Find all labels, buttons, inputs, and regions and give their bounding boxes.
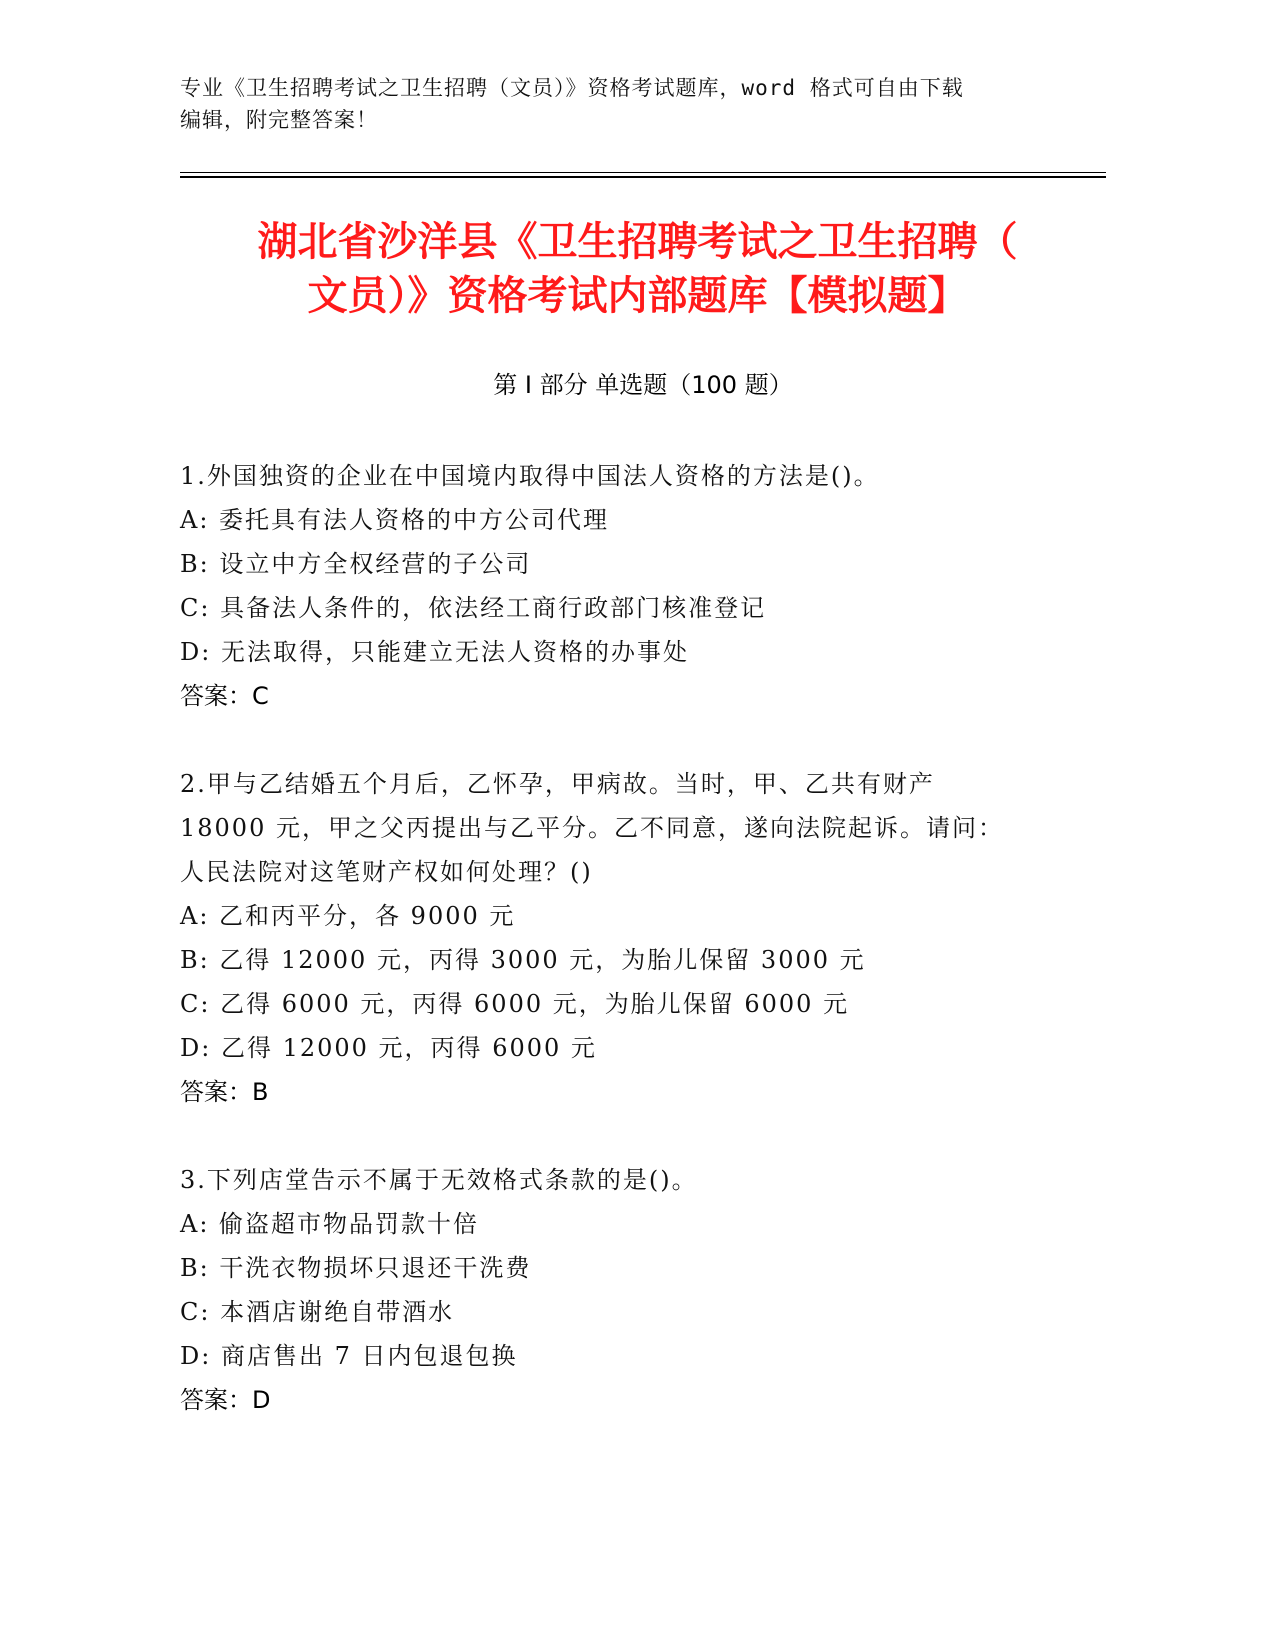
question-stem: 3.下列店堂告示不属于无效格式条款的是()。 xyxy=(180,1166,698,1194)
header-divider-thick xyxy=(180,176,1106,178)
header-note-line-2: 编辑，附完整答案！ xyxy=(180,108,378,132)
header-divider-thin xyxy=(180,172,1106,173)
question-stem: 2.甲与乙结婚五个月后，乙怀孕，甲病故。当时，甲、乙共有财产 xyxy=(180,770,935,798)
document-title-line-1: 湖北省沙洋县《卫生招聘考试之卫生招聘（ xyxy=(257,219,1018,265)
option-a: A: 偷盗超市物品罚款十倍 xyxy=(180,1210,480,1238)
document-title xyxy=(150,215,1125,323)
question-stem: 18000 元，甲之父丙提出与乙平分。乙不同意，遂向法院起诉。请问： xyxy=(180,814,1004,842)
question-stem: 人民法院对这笔财产权如何处理？() xyxy=(180,858,593,886)
question-stem: 1.外国独资的企业在中国境内取得中国法人资格的方法是()。 xyxy=(180,462,880,490)
question-3 xyxy=(180,1158,1060,1422)
question-list xyxy=(180,454,1060,1466)
question-2 xyxy=(180,762,1060,1114)
answer-label: 答案：D xyxy=(180,1386,271,1414)
option-c: C: 本酒店谢绝自带酒水 xyxy=(180,1298,455,1326)
header-note xyxy=(180,72,1080,136)
option-d: D: 乙得 12000 元，丙得 6000 元 xyxy=(180,1034,597,1062)
document-title-line-2: 文员）》资格考试内部题库【模拟题】 xyxy=(307,273,968,319)
question-1 xyxy=(180,454,1060,718)
header-note-line-1: 专业《卫生招聘考试之卫生招聘（文员）》资格考试题库，word 格式可自由下载 xyxy=(180,76,964,100)
option-c: C: 乙得 6000 元，丙得 6000 元，为胎儿保留 6000 元 xyxy=(180,990,850,1018)
option-d: D: 无法取得，只能建立无法人资格的办事处 xyxy=(180,638,689,666)
option-b: B: 干洗衣物损坏只退还干洗费 xyxy=(180,1254,532,1282)
answer-label: 答案：C xyxy=(180,682,269,710)
option-b: B: 乙得 12000 元，丙得 3000 元，为胎儿保留 3000 元 xyxy=(180,946,866,974)
option-c: C: 具备法人条件的，依法经工商行政部门核准登记 xyxy=(180,594,767,622)
option-a: A: 乙和丙平分，各 9000 元 xyxy=(180,902,516,930)
section-title: 第 I 部分 单选题（100 题） xyxy=(493,371,793,399)
option-a: A: 委托具有法人资格的中方公司代理 xyxy=(180,506,610,534)
answer-label: 答案：B xyxy=(180,1078,269,1106)
option-b: B: 设立中方全权经营的子公司 xyxy=(180,550,532,578)
option-d: D: 商店售出 7 日内包退包换 xyxy=(180,1342,518,1370)
